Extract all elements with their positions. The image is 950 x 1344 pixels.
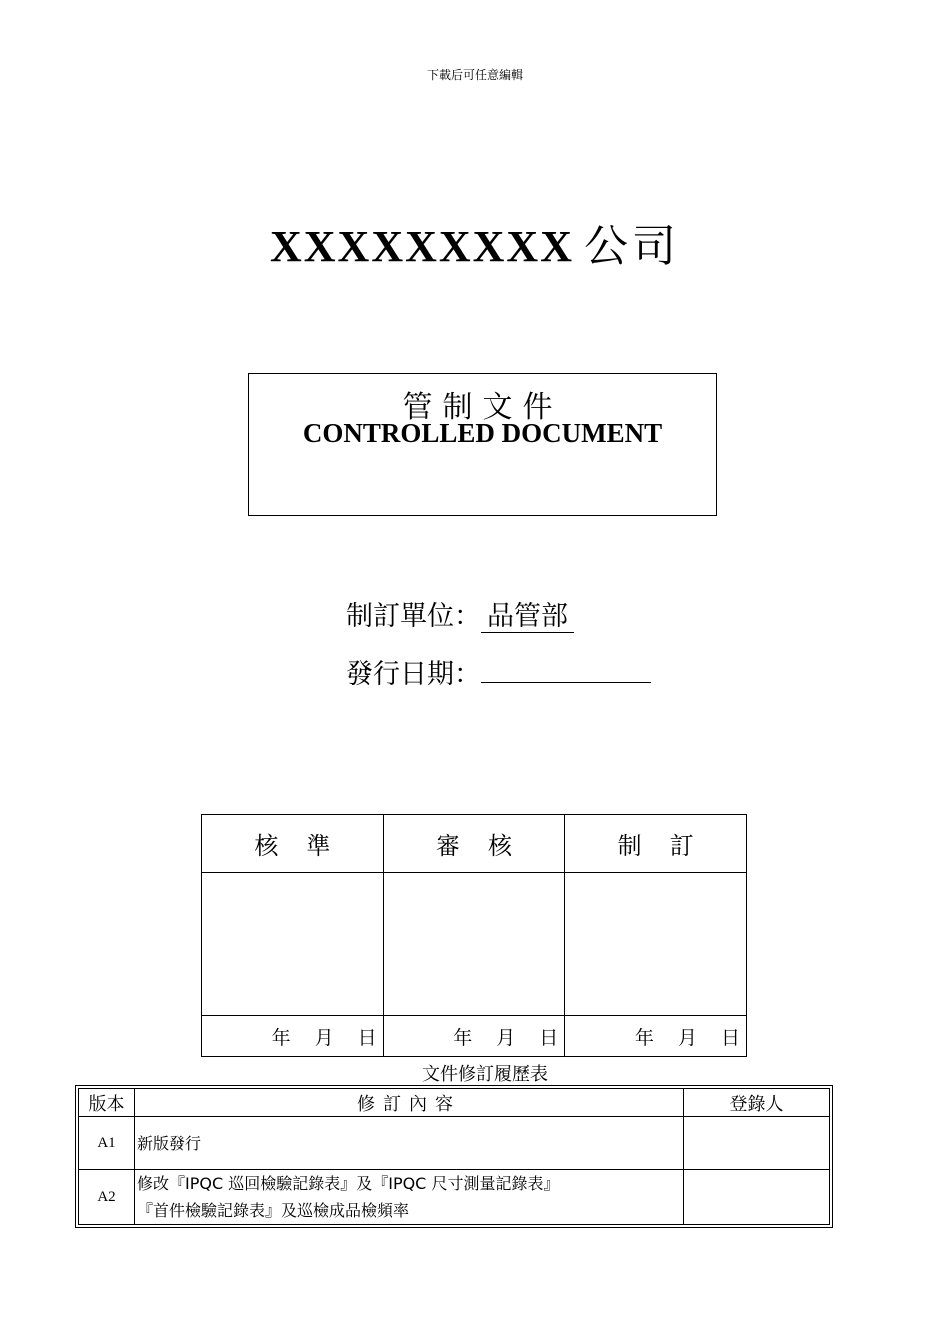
history-row	[79, 1117, 830, 1170]
approval-header-approve: 核準	[202, 815, 384, 873]
issue-date-field	[346, 652, 651, 691]
revision-history-table	[78, 1088, 830, 1225]
history-content-line: 修改『IPQC 巡回檢驗記錄表』及『IPQC 尺寸測量記錄表』	[137, 1174, 560, 1193]
history-header-version: 版本	[79, 1089, 135, 1117]
prepare-signature-cell[interactable]	[565, 873, 747, 1016]
review-date-cell[interactable]: 年 月 日	[383, 1016, 565, 1057]
approval-table	[201, 814, 747, 1057]
company-name-cjk: 公司	[583, 221, 680, 272]
history-registrant[interactable]	[684, 1170, 830, 1225]
revision-history-title: 文件修訂履歷表	[422, 1064, 548, 1085]
history-content	[135, 1170, 684, 1225]
controlled-document-box	[248, 373, 717, 516]
issue-date-label: 發行日期：	[346, 659, 481, 690]
controlled-title-cn: 管制文件	[402, 390, 563, 425]
history-header-row	[79, 1089, 830, 1117]
header-note: 下載后可任意編輯	[426, 68, 523, 82]
history-registrant[interactable]	[684, 1117, 830, 1170]
controlled-title-en: CONTROLLED DOCUMENT	[302, 418, 663, 448]
revision-history-frame	[75, 1085, 833, 1228]
history-content-line: 『首件檢驗記錄表』及巡檢成品檢頻率	[137, 1201, 410, 1220]
approve-signature-cell[interactable]	[202, 873, 384, 1016]
history-header-registrant: 登錄人	[684, 1089, 830, 1117]
issuing-unit-field	[346, 594, 574, 633]
history-content-line: 新版發行	[137, 1133, 202, 1153]
review-signature-cell[interactable]	[383, 873, 565, 1016]
history-version: A2	[79, 1170, 135, 1225]
company-name-latin: XXXXXXXXX	[270, 222, 574, 271]
history-version: A1	[79, 1117, 135, 1170]
prepare-date-cell[interactable]: 年 月 日	[565, 1016, 747, 1057]
approve-date-cell[interactable]: 年 月 日	[202, 1016, 384, 1057]
history-content	[135, 1117, 684, 1170]
approval-header-prepare: 制訂	[565, 815, 747, 873]
company-title	[0, 210, 950, 274]
issuing-unit-value: 品管部	[481, 602, 574, 633]
history-row	[79, 1170, 830, 1225]
approval-signature-row	[202, 873, 747, 1016]
issuing-unit-label: 制訂單位：	[346, 601, 481, 632]
history-header-content: 修訂內容	[135, 1089, 684, 1117]
approval-date-row	[202, 1016, 747, 1057]
approval-header-row	[202, 815, 747, 873]
approval-header-review: 審核	[383, 815, 565, 873]
issue-date-blank	[481, 652, 651, 683]
